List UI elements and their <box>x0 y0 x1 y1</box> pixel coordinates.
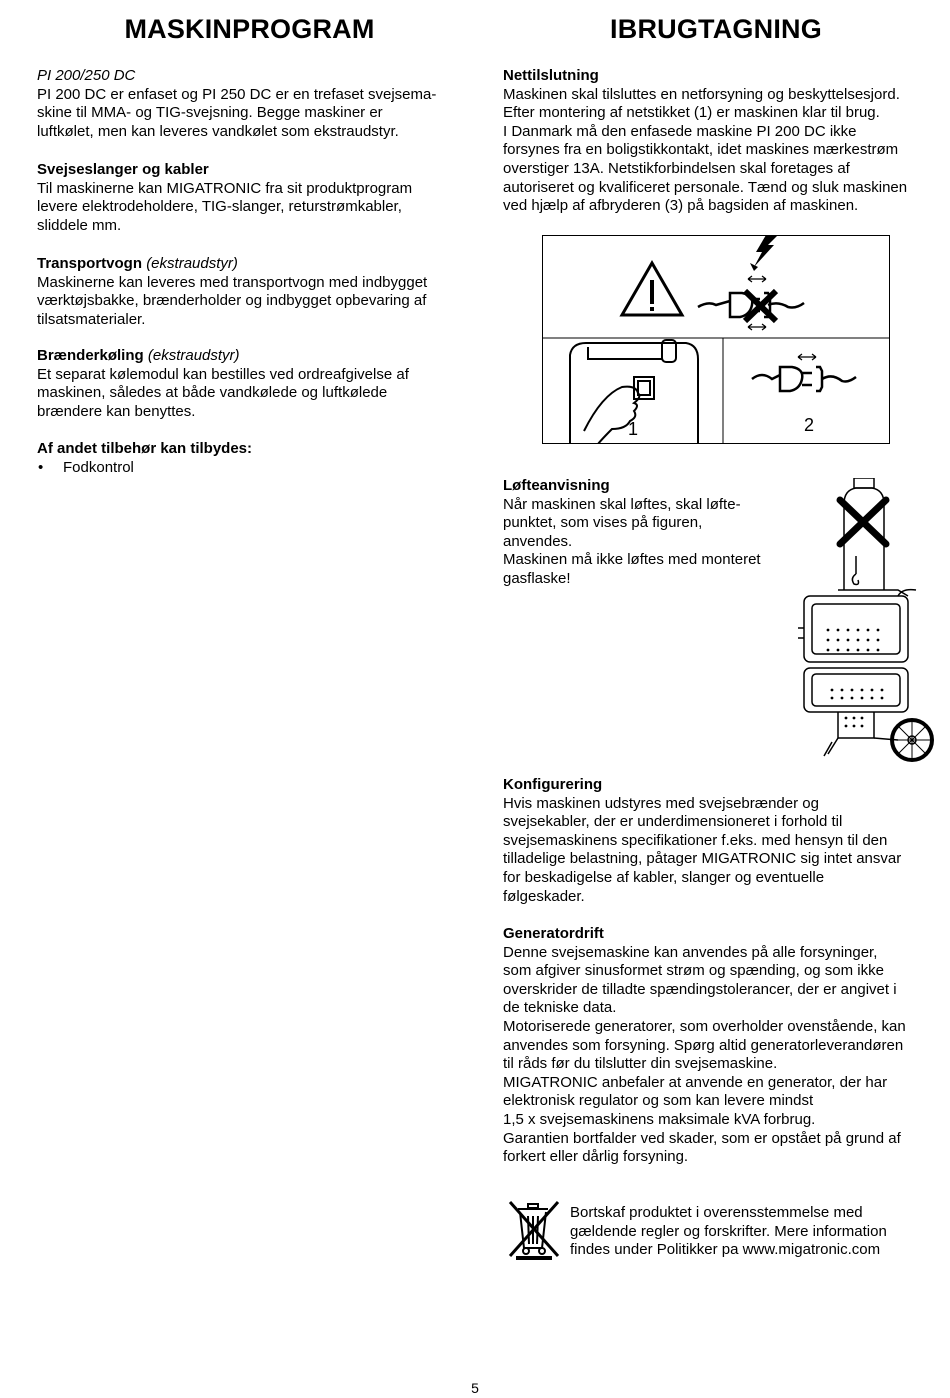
lifting-line: Når maskinen skal løftes, skal løfte- <box>503 495 741 513</box>
trolley-line: tilsatsmaterialer. <box>37 310 146 328</box>
trolley-heading-note: (ekstraudstyr) <box>146 255 238 272</box>
machine-body <box>804 596 908 662</box>
mains-connection-figure <box>542 235 890 444</box>
generator-heading: Generatordrift <box>503 925 604 942</box>
mains-section <box>503 67 943 216</box>
generator-line: de tekniske data. <box>503 999 617 1017</box>
plug-icon <box>752 354 856 391</box>
config-line: følgeskader. <box>503 887 585 905</box>
generator-line: anvendes som forsyning. Spørg altid generatorleverandøren <box>503 1036 904 1054</box>
bullet-icon: • <box>38 458 44 476</box>
cooling-heading-row <box>37 347 477 366</box>
generator-line: Denne svejsemaskine kan anvendes på alle forsyninger, <box>503 943 878 961</box>
accessories-section <box>37 440 477 477</box>
trolley-line: Maskinerne kan leveres med transportvogn med indbygget <box>37 273 428 291</box>
cooling-line: Et separat kølemodul kan bestilles ved ordreafgivelse af <box>37 365 409 383</box>
crossed-plug-icon <box>698 276 804 330</box>
generator-line: overskrider de tilladte spændingstolerancer, der er angivet i <box>503 980 897 998</box>
model-name: PI 200/250 DC <box>37 67 136 84</box>
trolley-line: værktøjsbakke, brænderholder og indbygget opbevaring af <box>37 292 427 310</box>
hoses-line: levere elektrodeholdere, TIG-slanger, returstrømkabler, <box>37 198 402 216</box>
right-column-title: IBRUGTAGNING <box>610 14 822 44</box>
accessories-heading: Af andet tilbehør kan tilbydes: <box>37 440 253 457</box>
disposal-line: Bortskaf produktet i overensstemmelse med <box>570 1204 863 1221</box>
lifting-figure <box>798 478 946 768</box>
cooling-heading-note: (ekstraudstyr) <box>147 347 240 364</box>
hoses-section <box>37 161 477 235</box>
hoses-line: Til maskinerne kan MIGATRONIC fra sit produktprogram <box>37 179 413 197</box>
left-column-title: MASKINPROGRAM <box>124 14 375 44</box>
trolley-section <box>37 255 477 329</box>
prohibited-cross-icon <box>840 500 886 544</box>
generator-line: forkert eller dårlig forsyning. <box>503 1148 689 1166</box>
config-line: svejsekabler, der er underdimensioneret i forhold til <box>503 813 843 831</box>
intro-line: skine til MMA- og TIG-svejsning. Begge maskiner er <box>37 104 383 122</box>
config-line: Hvis maskinen udstyres med svejsebrænder og <box>503 794 819 812</box>
cooling-section <box>37 347 477 421</box>
trolley-heading: Transportvogn <box>37 255 143 272</box>
generator-line: elektronisk regulator og som kan levere mindst <box>503 1092 814 1110</box>
lifting-line: gasflaske! <box>503 569 571 587</box>
wheel-icon <box>892 720 932 760</box>
disposal-line: findes under Politikker pa www.migatronic.com <box>570 1241 881 1259</box>
lifting-line: punktet, som vises på figuren, <box>503 514 703 532</box>
lightning-icon <box>750 235 778 271</box>
generator-section <box>503 925 943 1167</box>
intro-section <box>37 67 477 141</box>
intro-line: PI 200 DC er enfaset og PI 250 DC er en trefaset svejsema- <box>37 85 437 103</box>
cooling-heading: Brænderkøling <box>37 347 144 364</box>
mains-line: I Danmark må den enfasede maskine PI 200 DC ikke <box>503 122 857 140</box>
list-item-label: Fodkontrol <box>63 458 134 476</box>
config-line: tilladelige belastning, påtager MIGATRONIC sig intet ansvar <box>503 850 902 868</box>
generator-line: 1,5 x svejsemaskinens maksimale kVA forbrug. <box>503 1110 816 1128</box>
mains-heading: Nettilslutning <box>503 67 599 84</box>
crossed-bin-icon <box>504 1198 564 1260</box>
config-line: for beskadigelse af kabler, slanger og eventuelle <box>503 868 825 886</box>
generator-line: Motoriserede generatorer, som overholder ovenstående, kan <box>503 1017 906 1035</box>
generator-line: til råds før du tilslutter din svejsemaskine. <box>503 1055 778 1073</box>
disposal-line: gældende regler og forskrifter. Mere information <box>570 1222 887 1240</box>
hoses-line: sliddele mm. <box>37 216 122 234</box>
mains-line: ved hjælp af afbryderen (3) på bagsiden af maskinen. <box>503 197 859 215</box>
config-heading: Konfigurering <box>503 776 603 793</box>
list-item <box>37 459 477 478</box>
cooling-line: brændere kan benyttes. <box>37 402 196 420</box>
hoses-heading: Svejseslanger og kabler <box>37 161 209 178</box>
mains-line: overstiger 13A. Netstikforbindelsen skal foretages af <box>503 159 850 177</box>
mains-line: autoriseret og kvalificeret personale. Tænd og sluk maskinen <box>503 178 908 196</box>
mains-line: Maskinen skal tilsluttes en netforsyning og beskyttelsesjord. <box>503 85 900 103</box>
lifting-line: Maskinen må ikke løftes med monteret <box>503 551 761 569</box>
page-number: 5 <box>471 1380 479 1396</box>
warning-triangle-icon <box>622 263 682 315</box>
config-line: svejsemaskinens specifikationer f.eks. med hensyn til den <box>503 831 888 849</box>
mains-line: Efter montering af netstikket (1) er maskinen klar til brug. <box>503 104 880 122</box>
trolley-heading-row <box>37 255 477 274</box>
generator-line: som afgiver sinusformet strøm og spænding, og som ikke <box>503 962 884 980</box>
generator-line: MIGATRONIC anbefaler at anvende en generator, der har <box>503 1073 888 1091</box>
intro-line: luftkølet, men kan leveres vandkølet som ekstraudstyr. <box>37 122 399 140</box>
mains-line: forsynes fra en boligstikkontakt, idet maskines mærkestrøm <box>503 141 899 159</box>
lifting-line: anvendes. <box>503 532 573 550</box>
cooling-line: maskinen, således at både vandkølede og luftkølede <box>37 384 388 402</box>
config-section <box>503 776 943 906</box>
generator-line: Garantien bortfalder ved skader, som er opstået på grund af <box>503 1129 901 1147</box>
disposal-section <box>570 1204 940 1260</box>
lifting-section <box>503 477 793 589</box>
switch-callout-label: 1 <box>628 419 639 439</box>
plug-callout-label: 2 <box>804 415 815 435</box>
lifting-heading: Løfteanvisning <box>503 477 610 494</box>
